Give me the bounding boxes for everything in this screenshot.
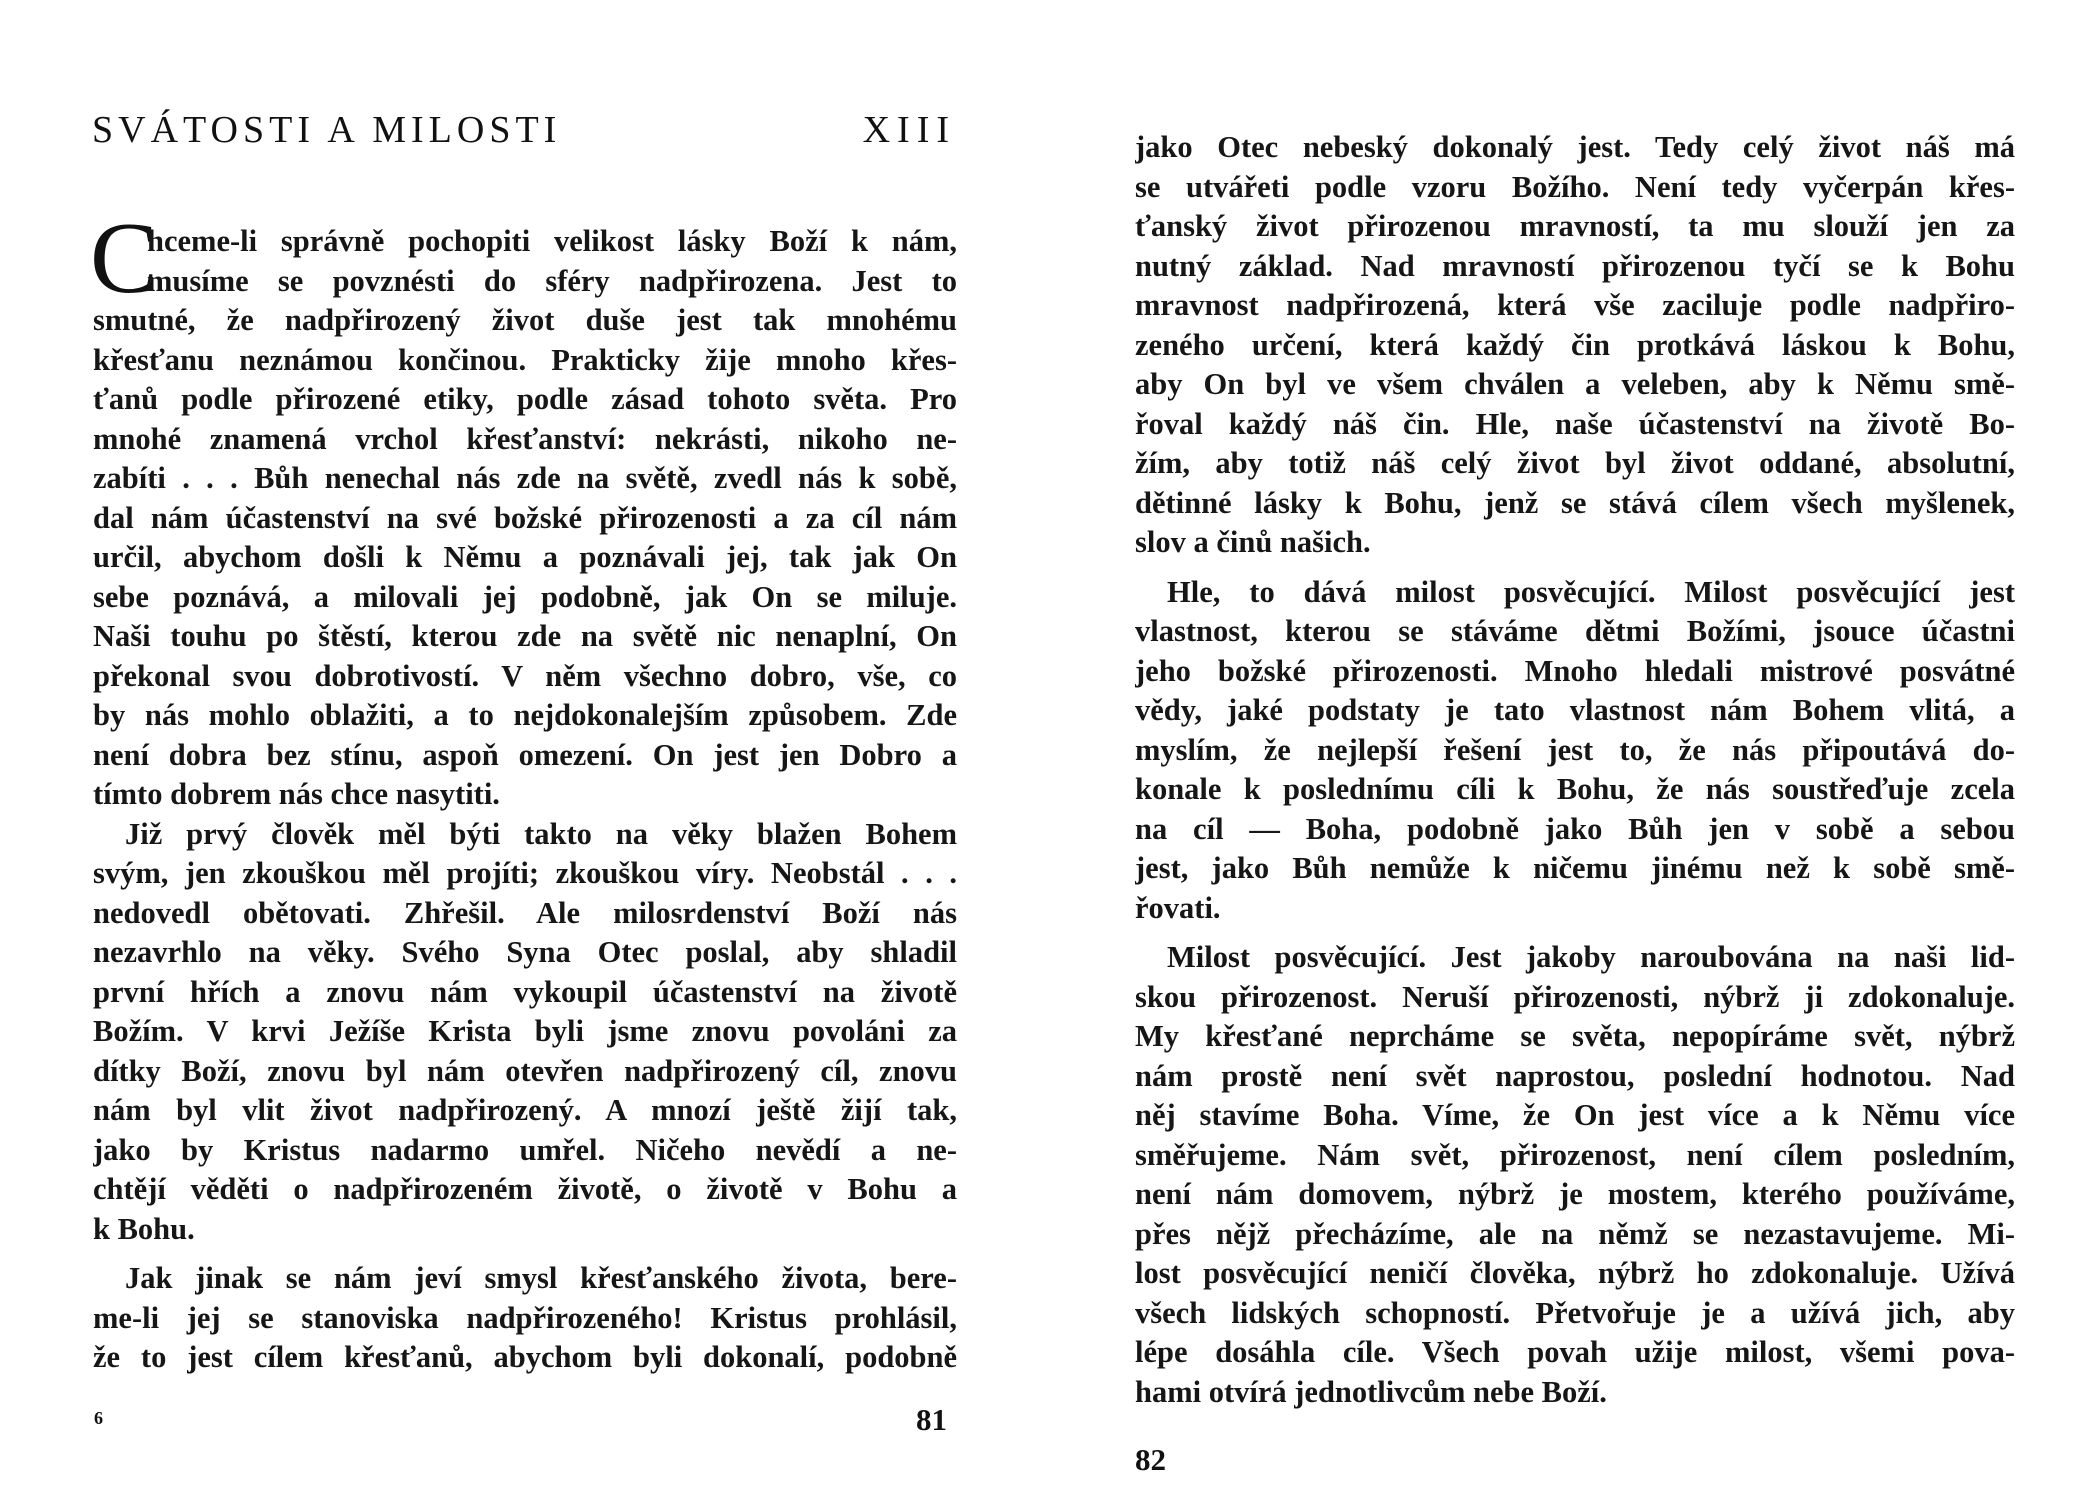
text-line: ťanský život přirozenou mravností, ta mu slouží jen za bbox=[1135, 209, 2015, 243]
text-line: aby On byl ve všem chválen a veleben, aby k Němu smě- bbox=[1135, 367, 2015, 401]
text-line: lépe dosáhla cíle. Všech povah užije milost, všemi pova- bbox=[1135, 1335, 2015, 1369]
text-line: určil, abychom došli k Němu a poznávali jej, tak jak On bbox=[93, 540, 957, 574]
text-line: lost posvěcující neničí člověka, nýbrž ho zdokonaluje. Užívá bbox=[1135, 1256, 2015, 1290]
text-line: Milost posvěcující. Jest jakoby naroubována na naši lid- bbox=[1167, 940, 2015, 974]
text-line: myslím, že nejlepší řešení jest to, že nás připoutává do- bbox=[1135, 732, 2015, 767]
text-line: jako by Kristus nadarmo umřel. Ničeho nevědí a ne- bbox=[93, 1132, 957, 1167]
text-line: něj stavíme Boha. Víme, že On jest více a k Němu více bbox=[1135, 1098, 2015, 1132]
text-line: sebe poznává, a milovali jej podobně, jak On se miluje. bbox=[93, 579, 957, 614]
text-line: žím, aby totiž náš celý život byl život oddané, absolutní, bbox=[1135, 446, 2015, 480]
text-line: musíme se povznésti do sféry nadpřirozena. Jest to bbox=[147, 263, 957, 298]
text-line: Již prvý člověk měl býti takto na věky blažen Bohem bbox=[125, 816, 957, 851]
text-line: jeho božské přirozenosti. Mnoho hledali mistrové posvátné bbox=[1135, 653, 2015, 688]
page-number: 81 bbox=[916, 1402, 947, 1437]
text-line: My křesťané neprcháme se světa, nepopíráme svět, nýbrž bbox=[1135, 1019, 2015, 1053]
text-line: nutný základ. Nad mravností přirozenou tyčí se k Bohu bbox=[1135, 248, 2015, 283]
right-page-body bbox=[1135, 128, 2015, 1412]
text-line: Jak jinak se nám jeví smysl křesťanského života, bere- bbox=[125, 1261, 957, 1295]
text-line: není nám domovem, nýbrž je mostem, kterého používáme, bbox=[1135, 1177, 2015, 1211]
text-line: ťanů podle přirozené etiky, podle zásad tohoto světa. Pro bbox=[93, 382, 957, 416]
text-line: přes nějž přecházíme, ale na němž se nezastavujeme. Mi- bbox=[1135, 1216, 2015, 1251]
text-line: k Bohu. bbox=[93, 1211, 195, 1246]
text-line: dítky Boží, znovu byl nám otevřen nadpřirozený cíl, znovu bbox=[93, 1053, 957, 1088]
signature-mark: 6 bbox=[94, 1408, 103, 1428]
page-number: 82 bbox=[1135, 1442, 1166, 1477]
text-line: svým, jen zkouškou měl projíti; zkouškou víry. Neobstál . . . bbox=[93, 856, 957, 890]
text-line: hceme-li správně pochopiti velikost lásky Boží k nám, bbox=[147, 224, 957, 258]
text-line: tímto dobrem nás chce nasytiti. bbox=[93, 777, 500, 811]
text-line: řovati. bbox=[1135, 890, 1221, 925]
text-line: mnohé znamená vrchol křesťanství: nekrásti, nikoho ne- bbox=[93, 421, 957, 456]
drop-cap: C bbox=[90, 202, 159, 315]
text-line: nám prostě není svět naprostou, poslední hodnotou. Nad bbox=[1135, 1058, 2015, 1093]
text-line: že to jest cílem křesťanů, abychom byli dokonalí, podobně bbox=[93, 1340, 957, 1374]
text-line: křesťanu neznámou končinou. Prakticky žije mnoho křes- bbox=[93, 342, 957, 377]
text-line: na cíl — Boha, podobně jako Bůh jen v sobě a sebou bbox=[1135, 811, 2015, 846]
text-line: řoval každý náš čin. Hle, naše účastenství na životě Bo- bbox=[1135, 406, 2015, 441]
text-line: se utvářeti podle vzoru Božího. Není tedy vyčerpán křes- bbox=[1135, 169, 2015, 204]
text-line: zabíti . . . Bůh nenechal nás zde na světě, zvedl nás k sobě, bbox=[93, 461, 957, 495]
right-page bbox=[1043, 0, 2086, 1500]
text-line: slov a činů našich. bbox=[1135, 525, 1371, 559]
running-head-title: SVÁTOSTI A MILOSTI bbox=[92, 109, 562, 151]
text-line: není dobra bez stínu, aspoň omezení. On jest jen Dobro a bbox=[93, 737, 957, 772]
text-line: dětinné lásky k Bohu, jenž se stává cílem všech myšlenek, bbox=[1135, 485, 2015, 520]
text-line: jako Otec nebeský dokonalý jest. Tedy celý život náš má bbox=[1135, 130, 2015, 164]
text-line: dal nám účastenství na své božské přirozenosti a za cíl nám bbox=[93, 500, 957, 535]
text-line: smutné, že nadpřirozený život duše jest tak mnohému bbox=[93, 303, 957, 337]
text-line: všech lidských schopností. Přetvořuje je a užívá jich, aby bbox=[1135, 1295, 2015, 1330]
text-line: nedovedl obětovati. Zhřešil. Ale milosrdenství Boží nás bbox=[93, 895, 957, 930]
text-line: nezavrhlo na věky. Svého Syna Otec poslal, aby shladil bbox=[93, 935, 957, 969]
left-page-body bbox=[93, 222, 957, 1378]
text-line: by nás mohlo oblažiti, a to nejdokonalejším způsobem. Zde bbox=[93, 698, 957, 732]
text-line: první hřích a znovu nám vykoupil účastenství na životě bbox=[93, 974, 957, 1009]
text-line: jest, jako Bůh nemůže k ničemu jinému než k sobě smě- bbox=[1135, 851, 2015, 885]
text-line: hami otvírá jednotlivcům nebe Boží. bbox=[1135, 1374, 1607, 1409]
text-line: Božím. V krvi Ježíše Krista byli jsme znovu povoláni za bbox=[93, 1014, 957, 1048]
text-line: zeného určení, která každý čin protkává láskou k Bohu, bbox=[1135, 327, 2015, 362]
text-line: překonal svou dobrotivostí. V něm všechno dobro, vše, co bbox=[93, 658, 957, 693]
text-line: chtějí věděti o nadpřirozeném životě, o životě v Bohu a bbox=[93, 1172, 957, 1206]
text-line: vědy, jaké podstaty je tato vlastnost nám Bohem vlitá, a bbox=[1135, 693, 2015, 727]
text-line: směřujeme. Nám svět, přirozenost, není cílem posledním, bbox=[1135, 1137, 2015, 1172]
text-line: Naši touhu po štěstí, kterou zde na světě nic nenaplní, On bbox=[93, 619, 957, 653]
text-line: me-li jej se stanoviska nadpřirozeného! Kristus prohlásil, bbox=[93, 1300, 957, 1335]
chapter-numeral: XIII bbox=[862, 109, 956, 151]
running-head bbox=[92, 108, 956, 158]
text-line: skou přirozenost. Neruší přirozenosti, nýbrž ji zdokonaluje. bbox=[1135, 979, 2015, 1014]
text-line: konale k poslednímu cíli k Bohu, že nás soustřeďuje zcela bbox=[1135, 772, 2015, 806]
text-line: mravnost nadpřirozená, která vše zaciluje podle nadpřiro- bbox=[1135, 288, 2015, 322]
text-line: Hle, to dává milost posvěcující. Milost posvěcující jest bbox=[1167, 574, 2015, 609]
text-line: vlastnost, kterou se stáváme dětmi Božími, jsouce účastni bbox=[1135, 614, 2015, 648]
text-line: nám byl vlit život nadpřirozený. A mnozí ještě žijí tak, bbox=[93, 1093, 957, 1127]
